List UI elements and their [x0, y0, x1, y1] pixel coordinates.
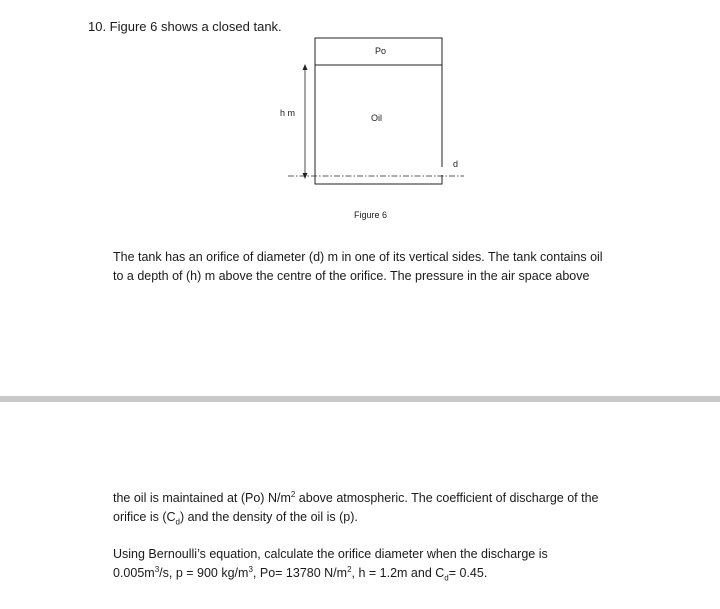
subscript: d [175, 517, 180, 527]
pressure-p0-label: Po [375, 46, 387, 56]
subscript: d [444, 573, 449, 583]
superscript: 2 [290, 489, 296, 499]
figure-caption: Figure 6 [354, 210, 388, 220]
text-run: /s, p = 900 kg/m [159, 566, 249, 580]
paragraph-line [113, 508, 599, 527]
figure-6-closed-tank [270, 35, 480, 225]
paragraph-line: to a depth of (h) m above the centre of the orifice. The pressure in the air space above [113, 269, 590, 283]
superscript: 3 [154, 564, 160, 574]
paragraph-pressure-and-discharge [113, 489, 599, 527]
tank-outline [315, 38, 442, 184]
text-run: , Po= 13780 N/m [252, 566, 348, 580]
depth-arrow-top [303, 64, 308, 70]
text-run: ) and the density of the oil is (p). [179, 510, 358, 524]
paragraph-line [113, 564, 548, 583]
text-run: 0.005m [113, 566, 155, 580]
paragraph-task [113, 545, 548, 583]
paragraph-line: The tank has an orifice of diameter (d) m in one of its vertical sides. The tank contains oil [113, 250, 603, 264]
oil-label: Oil [371, 113, 382, 123]
superscript: 3 [248, 564, 253, 574]
text-run: the oil is maintained at (Po) N/m [113, 491, 291, 505]
paragraph-line [113, 489, 599, 508]
paragraph-tank-description [113, 248, 603, 286]
text-run: , h = 1.2m and C [351, 566, 445, 580]
diameter-d-label: d [453, 159, 459, 169]
text-run: above atmospheric. The coefficient of discharge of the [295, 491, 599, 505]
superscript: 2 [347, 564, 352, 574]
text-run: orifice is (C [113, 510, 176, 524]
paragraph-line: Using Bernoulli’s equation, calculate the orifice diameter when the discharge is [113, 547, 548, 561]
tank-diagram [270, 35, 480, 225]
text-run: = 0.45. [448, 566, 488, 580]
question-title: 10. Figure 6 shows a closed tank. [88, 19, 282, 34]
depth-h-label: h m [280, 108, 296, 118]
